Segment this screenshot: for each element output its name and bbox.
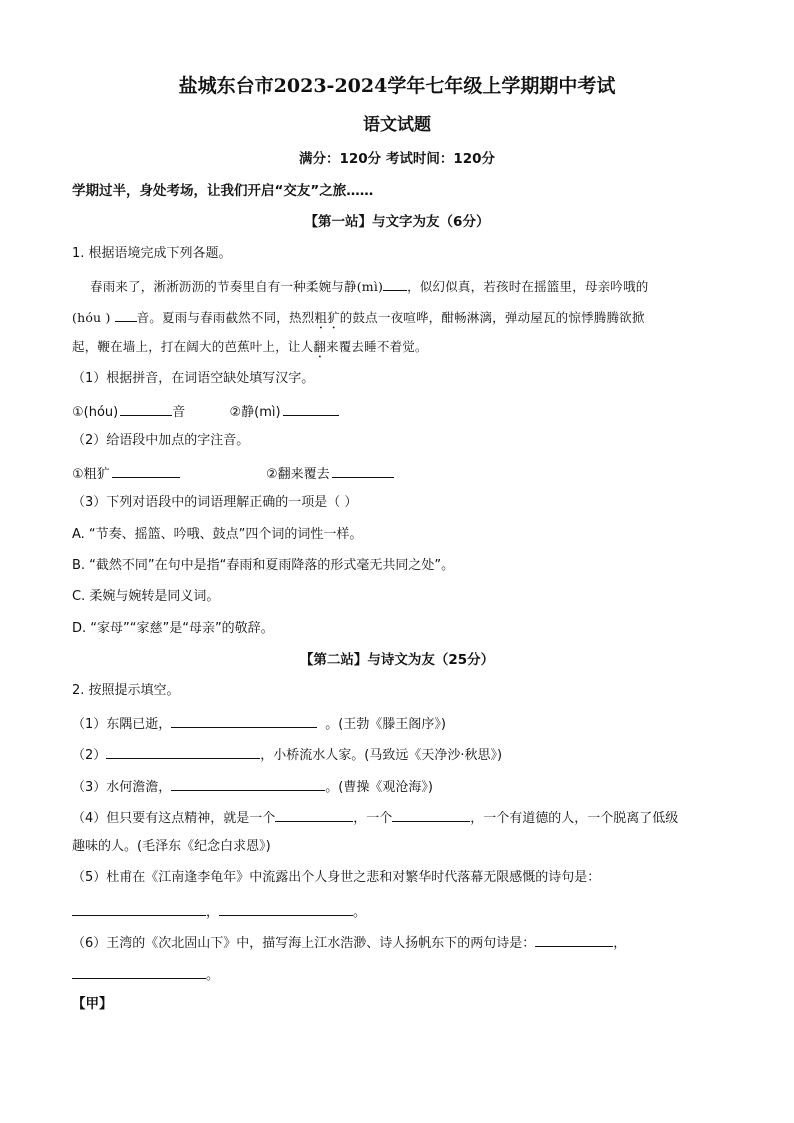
blank-hou[interactable] xyxy=(115,307,137,322)
fill-source: 。(王勃《滕王阁序》) xyxy=(325,717,446,732)
fill-line-5-answers xyxy=(72,901,366,922)
option-c[interactable]: C. 柔婉与婉转是同义词。 xyxy=(72,589,220,604)
answer-blank[interactable] xyxy=(171,776,325,791)
passage-text: 的鼓点一夜喧哗，酣畅淋漓，弹动屋瓦的惊悸腾腾欲掀 xyxy=(339,310,645,325)
passage-line-1 xyxy=(90,276,648,296)
fill-text: ，一个有道德的人，一个脱离了低级 xyxy=(470,811,679,826)
fill-source: 。(曹操《观沧海》) xyxy=(325,780,433,795)
fill-line-1 xyxy=(72,713,446,734)
passage-text: 音。夏雨与春雨截然不同，热烈 xyxy=(136,310,315,325)
sub2-a-label: ①粗犷 xyxy=(72,467,110,482)
fill-line-5: （5）杜甫在《江南逢李龟年》中流露出个人身世之悲和对繁华时代落幕无限感慨的诗句是： xyxy=(72,870,601,885)
dotted-word-cuguang: 粗犷 xyxy=(314,310,340,325)
option-b[interactable]: B. “截然不同”在句中是指“春雨和夏雨降落的形式毫无共同之处”。 xyxy=(72,558,455,573)
answer-blank[interactable] xyxy=(283,401,339,416)
q2-stem: 2. 按照提示填空。 xyxy=(72,683,180,698)
fill-line-6 xyxy=(72,932,626,953)
answer-blank[interactable] xyxy=(112,463,180,478)
answer-blank[interactable] xyxy=(171,713,317,728)
passage-line-2 xyxy=(72,307,645,332)
option-d[interactable]: D. “家母”“家慈”是“母亲”的敬辞。 xyxy=(72,621,274,636)
fill-text: （2） xyxy=(72,748,107,763)
answer-blank[interactable] xyxy=(219,901,353,916)
sub1-b-label: ②静(mì) xyxy=(229,405,281,420)
fill-text: （1）东隅已逝， xyxy=(72,717,172,732)
fill-line-2 xyxy=(72,744,502,765)
exam-subtitle: 语文试题 xyxy=(363,115,431,135)
answer-blank[interactable] xyxy=(72,964,206,979)
fill-line-6-cont xyxy=(72,964,219,985)
blank-mi[interactable] xyxy=(383,276,407,291)
answer-blank[interactable] xyxy=(535,932,613,947)
fill-line-4-cont: 趣味的人。(毛泽东《纪念白求恩》) xyxy=(72,839,271,854)
passage-text: 春雨来了，淅淅沥沥的节奏里自有一种柔婉与静(mì) xyxy=(90,279,384,294)
passage-line-3 xyxy=(72,338,428,361)
sub1-answers xyxy=(72,401,339,422)
answer-blank[interactable] xyxy=(106,744,260,759)
q1-stem: 1. 根据语境完成下列各题。 xyxy=(72,246,232,261)
sub2-answers xyxy=(72,463,394,484)
fill-source: ，小桥流水人家。(马致远《天净沙·秋思》) xyxy=(260,748,503,763)
sub1-a-tail: 音 xyxy=(172,405,186,420)
passage-text: ，似幻似真，若孩时在摇篮里，母亲吟哦的 xyxy=(407,279,649,294)
fill-text: ，一个 xyxy=(353,811,393,826)
intro-text: 学期过半，身处考场，让我们开启“交友”之旅…… xyxy=(72,183,374,199)
answer-blank[interactable] xyxy=(72,901,206,916)
terminator: 。 xyxy=(353,905,367,920)
answer-blank[interactable] xyxy=(332,463,394,478)
answer-blank[interactable] xyxy=(120,401,172,416)
sub-question-1: （1）根据拼音，在词语空缺处填写汉字。 xyxy=(72,371,315,386)
fill-line-3 xyxy=(72,776,433,797)
answer-blank[interactable] xyxy=(275,807,353,822)
fill-text: （4）但只要有这点精神，就是一个 xyxy=(72,811,276,826)
passage-text: 起，鞭在墙上，打在阔大的芭蕉叶上，让人 xyxy=(72,339,314,354)
passage-text: 来覆去睡不着觉。 xyxy=(326,339,428,354)
dotted-word-fan: 翻 xyxy=(313,339,327,354)
passage-jia-label: 【甲】 xyxy=(72,996,113,1012)
section1-heading: 【第一站】与文字为友（6分） xyxy=(304,214,490,230)
answer-blank[interactable] xyxy=(392,807,470,822)
sub2-b-label: ②翻来覆去 xyxy=(265,467,330,482)
sub-question-2: （2）给语段中加点的字注音。 xyxy=(72,433,250,448)
score-time: 满分：120分 考试时间：120分 xyxy=(298,151,496,167)
sub-question-3: （3）下列对语段中的词语理解正确的一项是（ ） xyxy=(72,495,358,510)
separator: ， xyxy=(206,905,220,920)
fill-line-4 xyxy=(72,807,678,828)
section2-heading: 【第二站】与诗文为友（25分） xyxy=(299,652,495,668)
terminator: 。 xyxy=(206,968,220,983)
fill-text: （6）王湾的《次北固山下》中，描写海上江水浩渺、诗人扬帆东下的两句诗是： xyxy=(72,936,536,951)
option-a[interactable]: A. “节奏、摇篮、吟哦、鼓点”四个词的词性一样。 xyxy=(72,527,363,542)
passage-text: (hóu ) xyxy=(72,310,111,325)
fill-text: （3）水何澹澹， xyxy=(72,780,172,795)
exam-title: 盐城东台市2023-2024学年七年级上学期期中考试 xyxy=(178,75,616,97)
separator: ， xyxy=(613,936,627,951)
sub1-a-label: ①(hóu) xyxy=(72,405,119,420)
